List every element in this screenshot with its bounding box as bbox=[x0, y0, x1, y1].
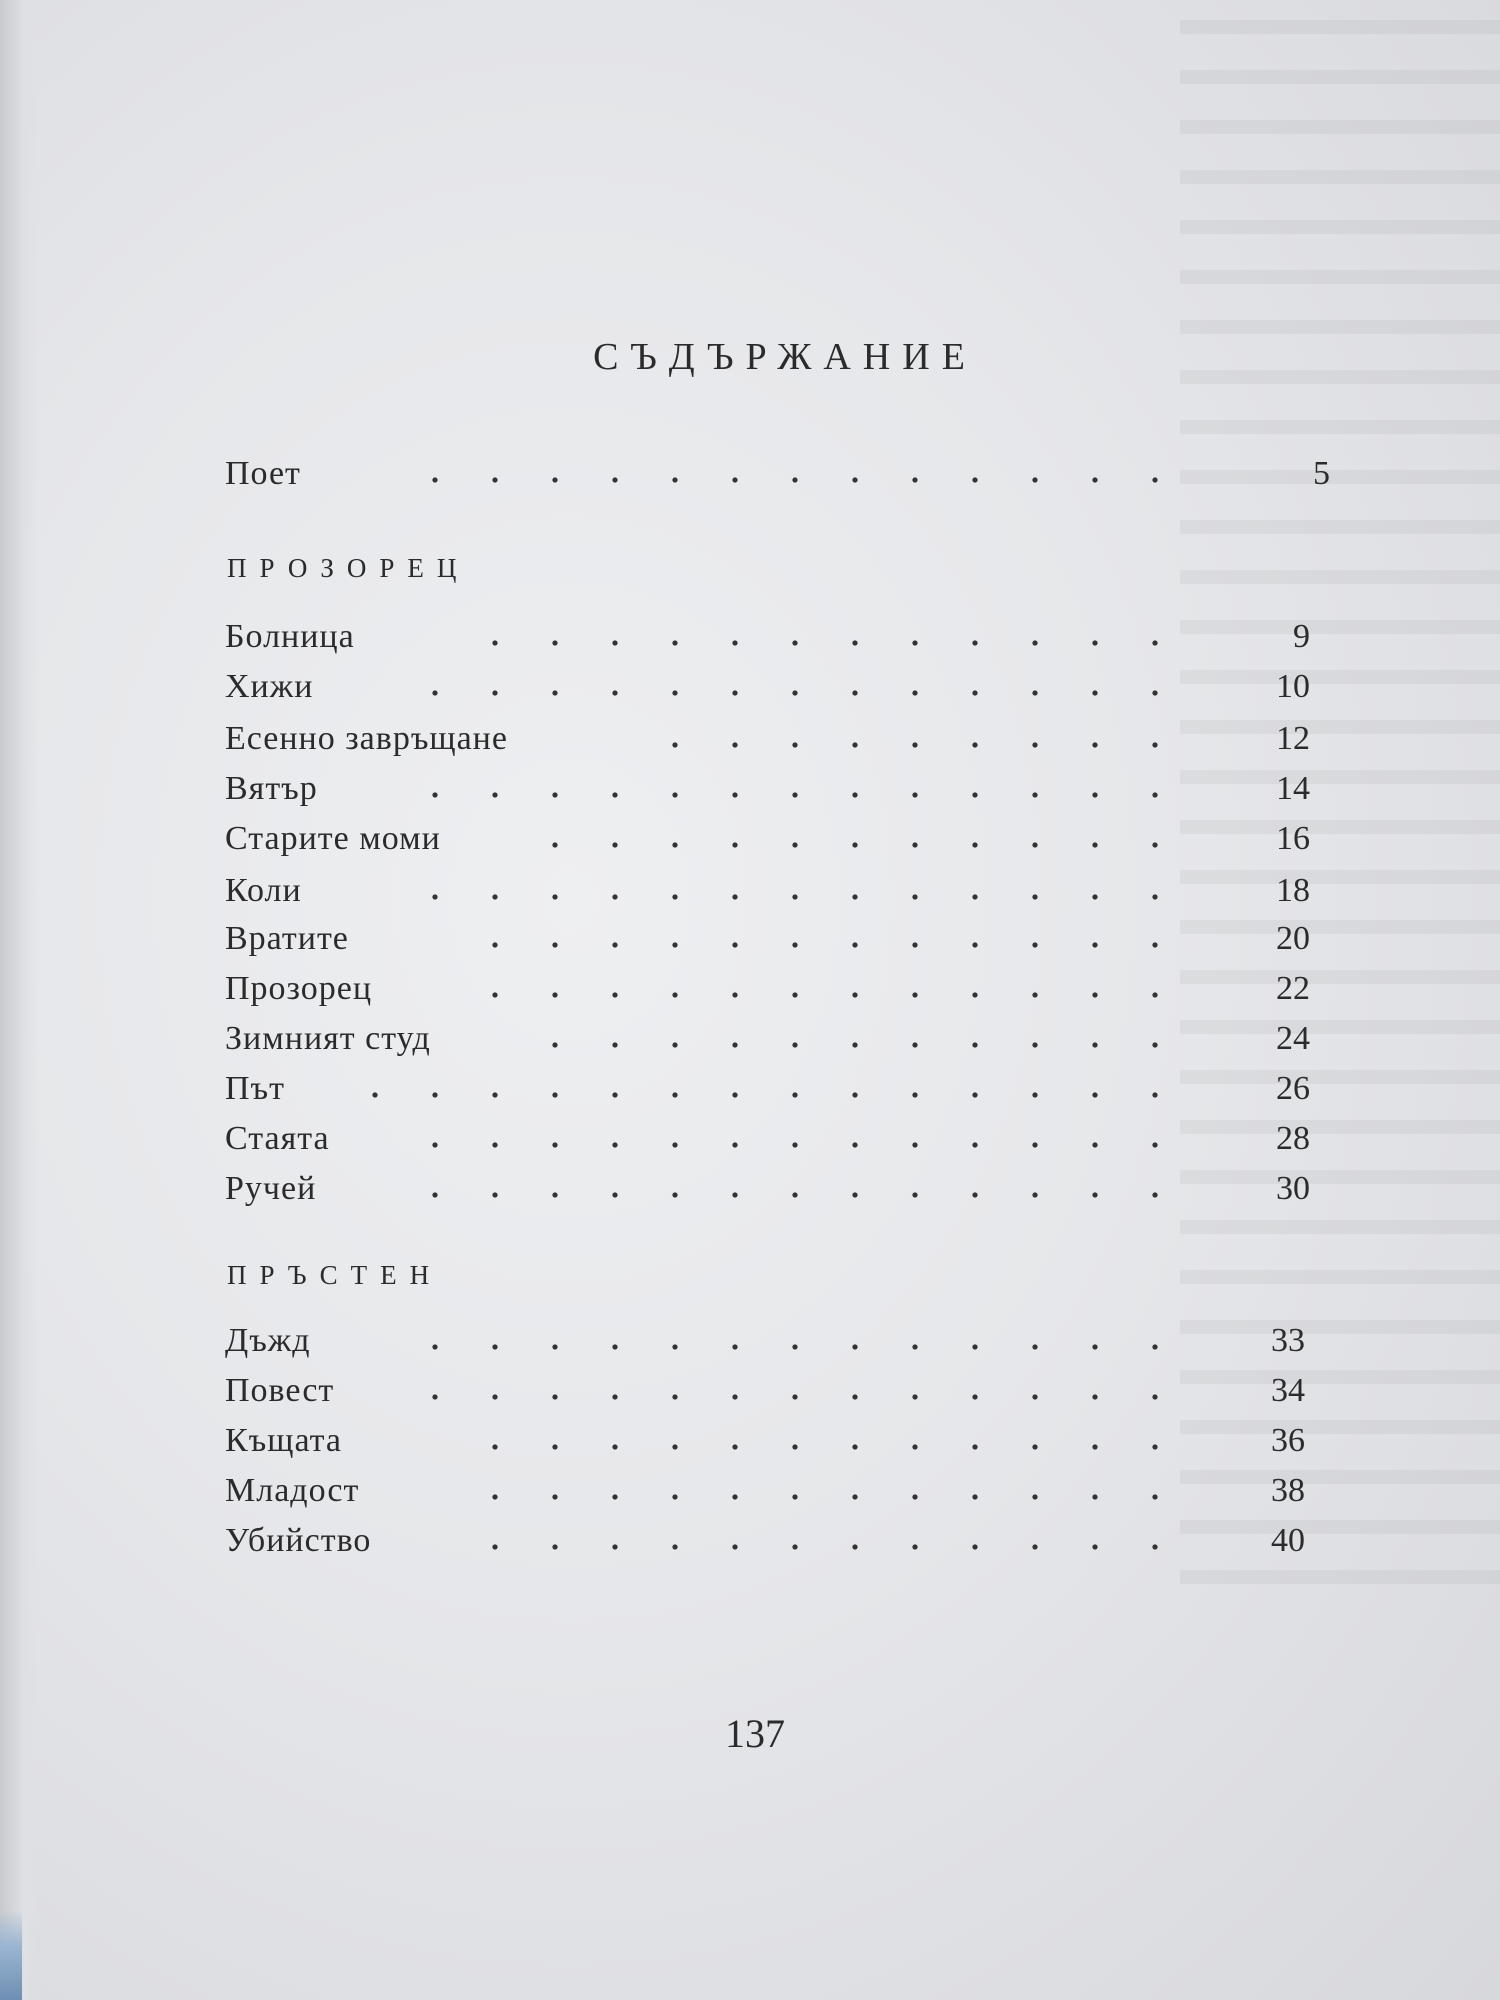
toc-entry-label: Зимният студ bbox=[225, 1020, 431, 1057]
toc-entry-label: Убийство bbox=[225, 1522, 372, 1559]
toc-entry-label: Поет bbox=[225, 455, 301, 492]
toc-entry-page: 20 bbox=[1276, 920, 1310, 957]
toc-entry-intro bbox=[0, 455, 1500, 505]
toc-entry-label: Път bbox=[225, 1070, 285, 1107]
toc-entry-label: Хижи bbox=[225, 668, 314, 705]
toc-entry-label: Старите моми bbox=[225, 820, 441, 857]
dot-leader bbox=[465, 992, 1205, 998]
toc-entry bbox=[0, 1372, 1500, 1422]
toc-entry-label: Къщата bbox=[225, 1422, 343, 1459]
toc-entry bbox=[0, 720, 1500, 770]
toc-entry bbox=[0, 970, 1500, 1020]
toc-entry bbox=[0, 770, 1500, 820]
toc-entry bbox=[0, 1120, 1500, 1170]
toc-entry bbox=[0, 618, 1500, 668]
dot-leader bbox=[525, 842, 1205, 848]
toc-entry bbox=[0, 1070, 1500, 1120]
toc-entry bbox=[0, 872, 1500, 922]
dot-leader bbox=[405, 1142, 1205, 1148]
toc-entry bbox=[0, 1020, 1500, 1070]
section-heading-prozorets: ПРОЗОРЕЦ bbox=[227, 553, 470, 583]
toc-entry-page: 24 bbox=[1276, 1020, 1310, 1057]
toc-entry-label: Коли bbox=[225, 872, 302, 909]
toc-entry-label: Болница bbox=[225, 618, 355, 655]
dot-leader bbox=[405, 477, 1205, 483]
toc-entry bbox=[0, 1522, 1500, 1572]
toc-entry-label: Младост bbox=[225, 1472, 360, 1509]
dot-leader bbox=[465, 1494, 1205, 1500]
dot-leader bbox=[525, 1042, 1205, 1048]
toc-entry-page: 33 bbox=[1271, 1322, 1305, 1359]
toc-entry-page: 30 bbox=[1276, 1170, 1310, 1207]
dot-leader bbox=[465, 1544, 1205, 1550]
toc-entry-page: 38 bbox=[1271, 1472, 1305, 1509]
dot-leader bbox=[645, 742, 1205, 748]
toc-entry bbox=[0, 920, 1500, 970]
dot-leader bbox=[405, 1344, 1205, 1350]
toc-entry bbox=[0, 1472, 1500, 1522]
toc-entry-page: 22 bbox=[1276, 970, 1310, 1007]
toc-entry bbox=[0, 1322, 1500, 1372]
toc-entry-label: Дъжд bbox=[225, 1322, 311, 1359]
toc-entry-label: Повест bbox=[225, 1372, 335, 1409]
toc-entry-label: Стаята bbox=[225, 1120, 330, 1157]
toc-entry-page: 40 bbox=[1271, 1522, 1305, 1559]
toc-entry-page: 36 bbox=[1271, 1422, 1305, 1459]
toc-entry bbox=[0, 820, 1500, 870]
dot-leader bbox=[405, 792, 1205, 798]
dot-leader bbox=[465, 640, 1205, 646]
toc-entry-label: Прозорец bbox=[225, 970, 373, 1007]
toc-entry-page: 18 bbox=[1276, 872, 1310, 909]
toc-entry bbox=[0, 1170, 1500, 1220]
toc-entry-page: 9 bbox=[1293, 618, 1310, 655]
toc-entry-page: 16 bbox=[1276, 820, 1310, 857]
toc-entry-page: 10 bbox=[1276, 668, 1310, 705]
toc-entry-page: 14 bbox=[1276, 770, 1310, 807]
dot-leader bbox=[405, 1192, 1205, 1198]
toc-entry bbox=[0, 1422, 1500, 1472]
toc-title: СЪДЪРЖАНИЕ bbox=[593, 336, 977, 378]
page-number: 137 bbox=[725, 1711, 785, 1756]
dot-leader bbox=[405, 894, 1205, 900]
toc-entry bbox=[0, 668, 1500, 718]
toc-entry-page: 28 bbox=[1276, 1120, 1310, 1157]
toc-entry-page: 26 bbox=[1276, 1070, 1310, 1107]
cover-edge bbox=[0, 1910, 22, 2000]
toc-entry-label: Вратите bbox=[225, 920, 349, 957]
toc-entry-label: Есенно завръщане bbox=[225, 720, 508, 757]
dot-leader bbox=[405, 1394, 1205, 1400]
toc-entry-label: Ручей bbox=[225, 1170, 317, 1207]
dot-leader bbox=[465, 942, 1205, 948]
dot-leader bbox=[405, 690, 1205, 696]
toc-entry-page: 12 bbox=[1276, 720, 1310, 757]
toc-entry-page: 34 bbox=[1271, 1372, 1305, 1409]
dot-leader bbox=[465, 1444, 1205, 1450]
toc-entry-label: Вятър bbox=[225, 770, 318, 807]
section-heading-prasten: ПРЪСТЕН bbox=[227, 1260, 443, 1290]
toc-entry-page: 5 bbox=[1313, 455, 1330, 492]
dot-leader bbox=[345, 1092, 1205, 1098]
